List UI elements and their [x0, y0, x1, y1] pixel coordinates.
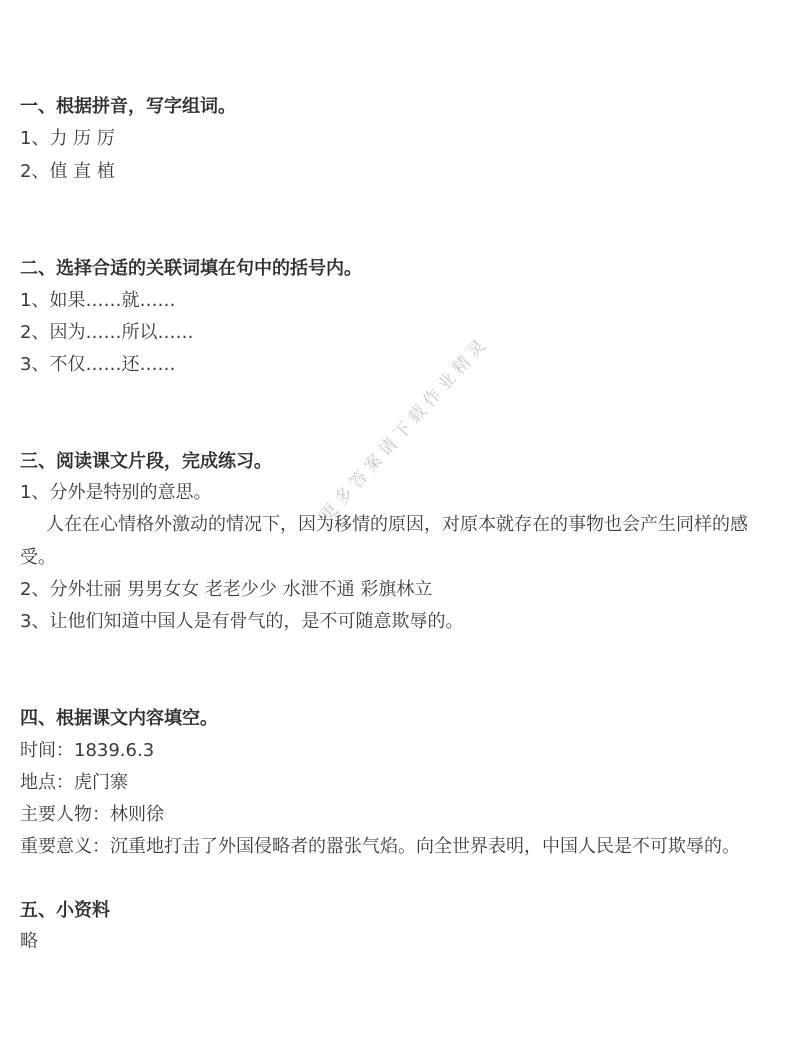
section-4-main-person: 主要人物：林则徐: [20, 804, 164, 825]
section-4-place: 地点：虎门寨: [20, 772, 128, 793]
section-2-answer-1: 1、如果……就……: [20, 290, 176, 311]
section-3-answer-3: 3、让他们知道中国人是有骨气的，是不可随意欺辱的。: [20, 611, 464, 632]
section-1-answer-1: 1、力 历 厉: [20, 128, 115, 149]
watermark-text: 更多答案请下载作业精灵: [316, 332, 494, 526]
section-3-answer-1: 1、分外是特别的意思。: [20, 482, 212, 503]
section-3-heading: 三、阅读课文片段，完成练习。: [20, 451, 272, 472]
section-5-answer: 略: [20, 931, 38, 952]
section-4-significance: 重要意义：沉重地打击了外国侵略者的嚣张气焰。向全世界表明，中国人民是不可欺辱的。: [20, 836, 740, 857]
section-2-heading: 二、选择合适的关联词填在句中的括号内。: [20, 258, 362, 279]
section-1-heading: 一、根据拼音，写字组词。: [20, 96, 236, 117]
section-3-explanation-paragraph: 人在在心情格外激动的情况下，因为移情的原因，对原本就存在的事物也会产生同样的感受。: [20, 514, 748, 568]
section-2-answer-3: 3、不仅……还……: [20, 354, 176, 375]
section-4-time: 时间：1839.6.3: [20, 740, 155, 761]
section-3-answer-2: 2、分外壮丽 男男女女 老老少少 水泄不通 彩旗林立: [20, 579, 433, 600]
section-2-answer-2: 2、因为……所以……: [20, 322, 194, 343]
section-1-answer-2: 2、值 直 植: [20, 161, 115, 182]
section-4-heading: 四、根据课文内容填空。: [20, 708, 218, 729]
section-5-heading: 五、小资料: [20, 900, 110, 921]
